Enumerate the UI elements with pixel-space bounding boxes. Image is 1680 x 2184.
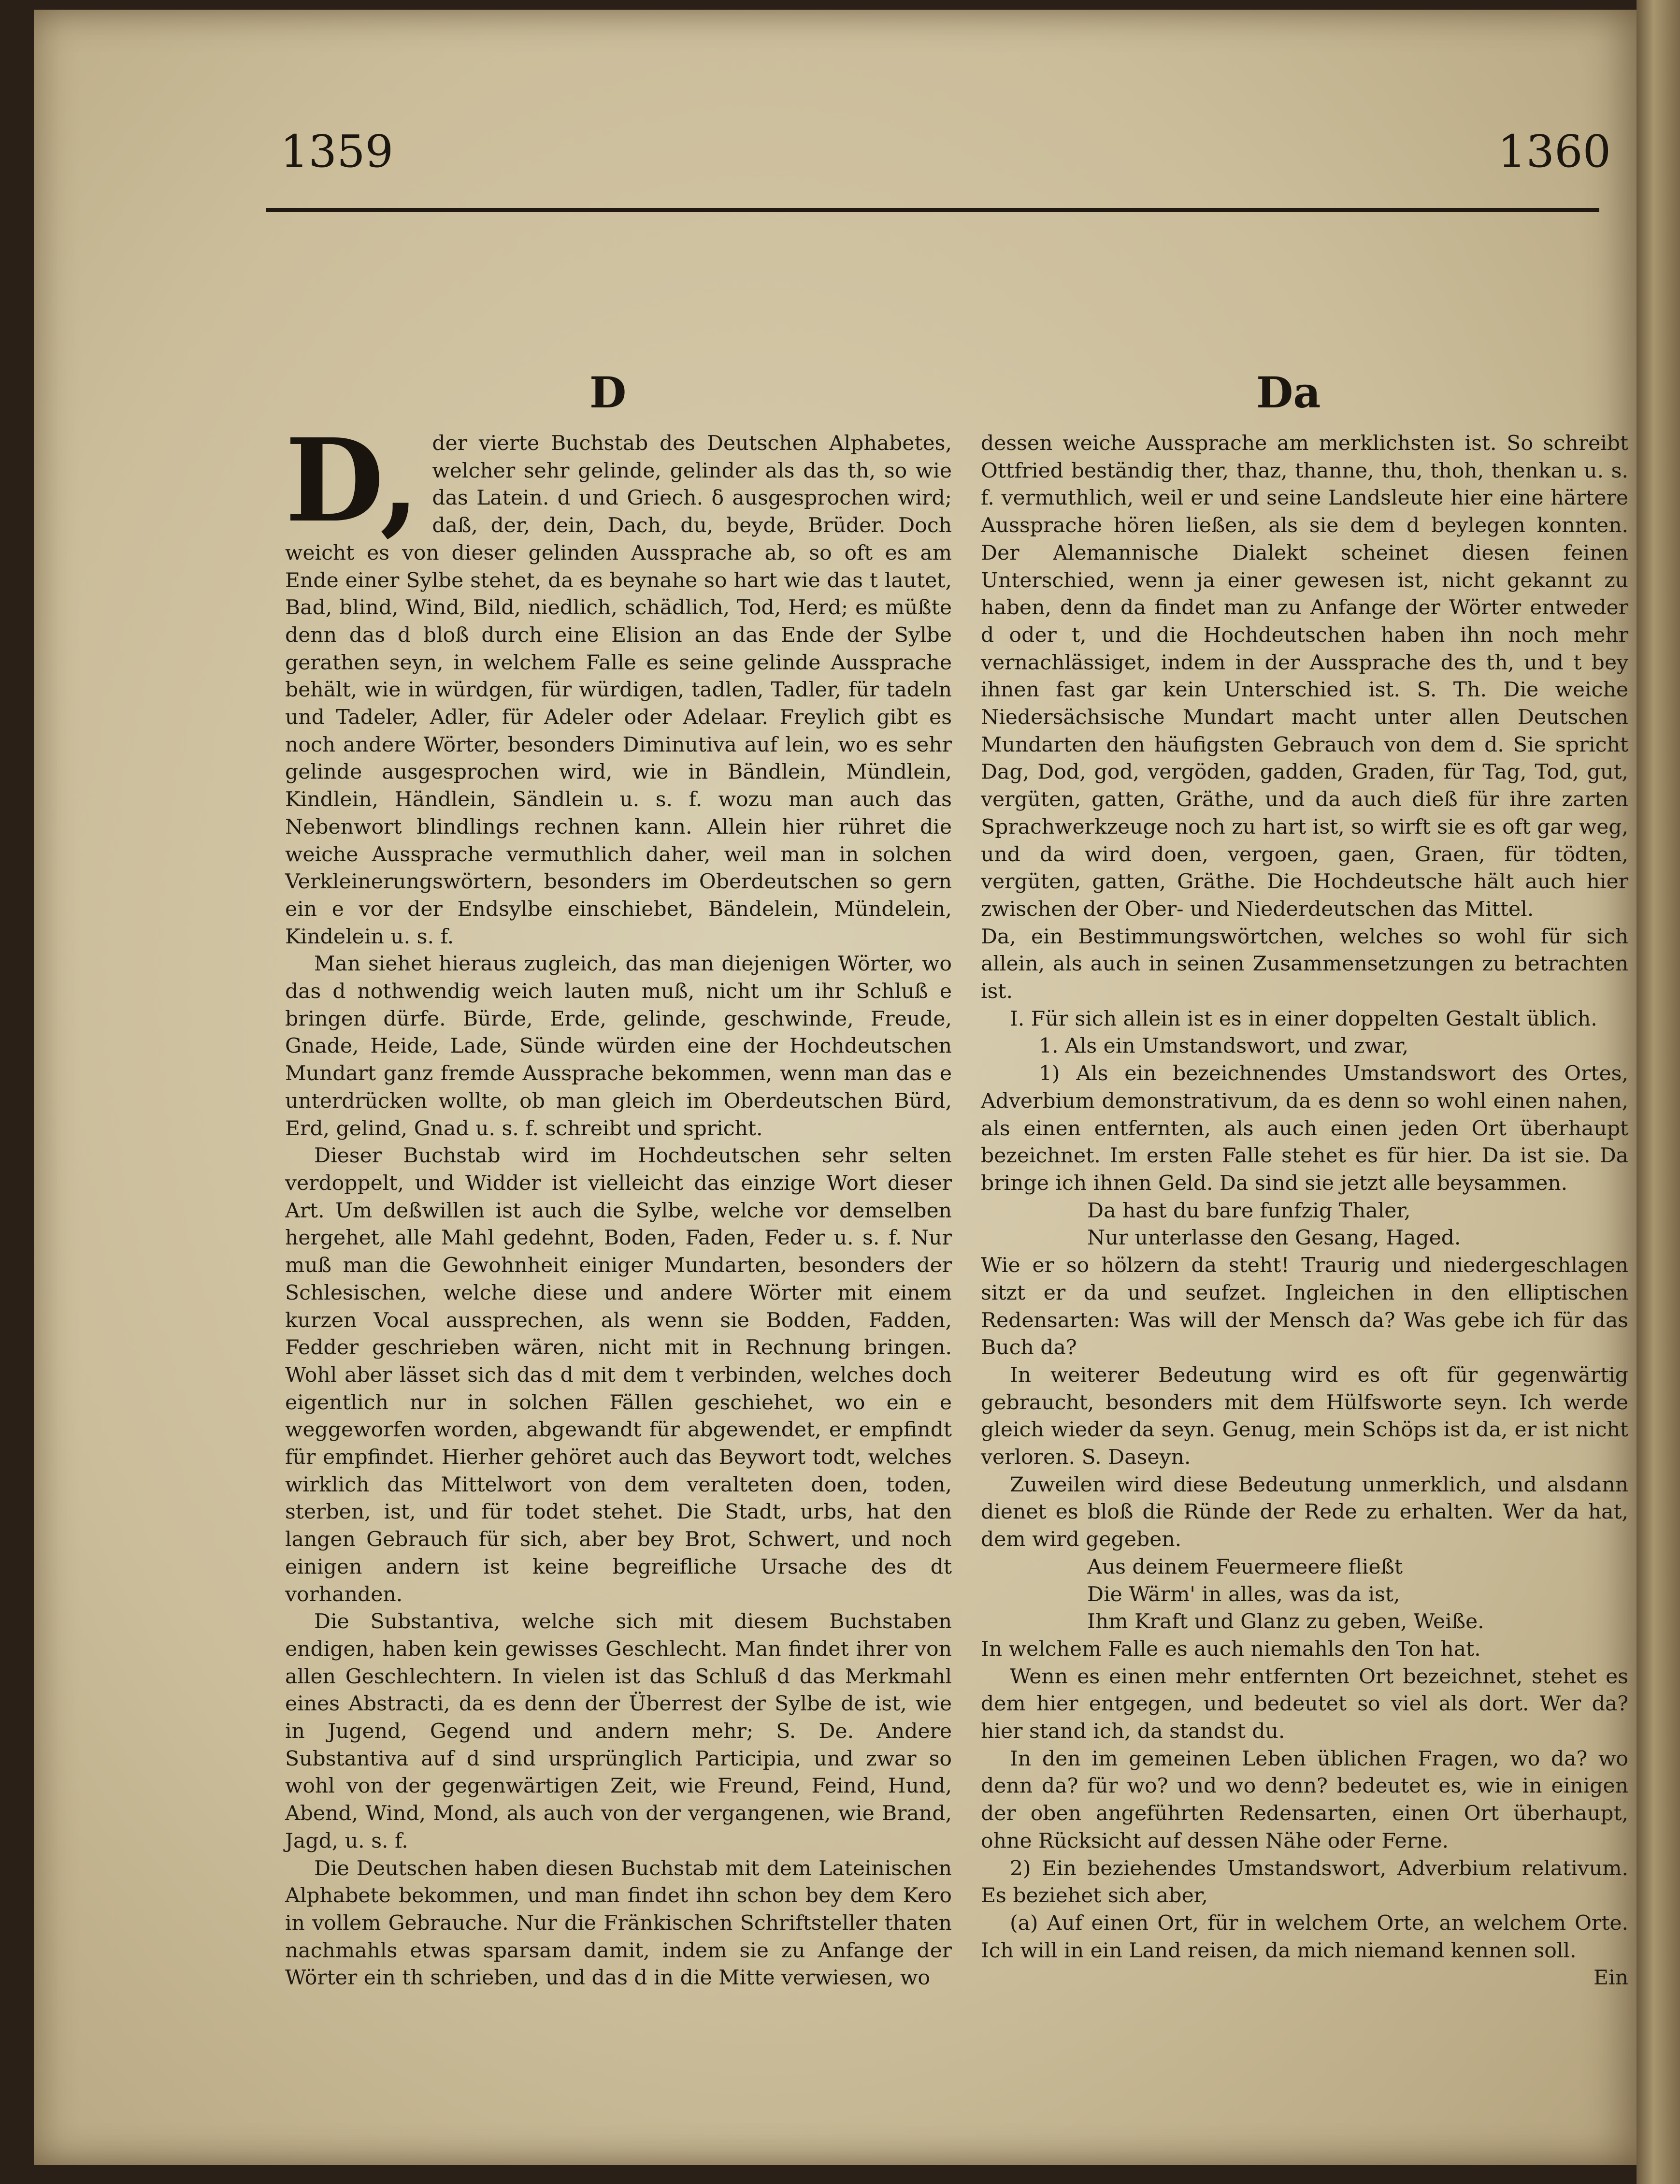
paragraph: Wenn es einen mehr entfernten Ort bezeichnet, stehet es dem hier entgegen, und bedeutet so viel als dort. Wer da? hier stand ich, da standst du. <box>981 1664 1628 1744</box>
verse-line: Die Wärm' in alles, was da ist, <box>1087 1582 1400 1606</box>
paragraph: Wie er so hölzern da steht! Traurig und niedergeschlagen sitzt er da und seufzet. Ingleichen in den elliptischen Redensarten: Was will der Mensch da? Was gebe ich für das Buch da? <box>981 1254 1628 1360</box>
right-column <box>981 430 1628 1992</box>
paragraph: In welchem Falle es auch niemahls den Ton hat. <box>981 1637 1481 1661</box>
paragraph: Die Substantiva, welche sich mit diesem Buchstaben endigen, haben kein gewisses Geschlecht. Man findet ihrer von allen Geschlechtern. In vielen ist das Schluß d das Merkmahl eines Abstracti, da es denn der Überrest der Sylbe de ist, wie in Jugend, Gegend und andern mehr; S. De. Andere Substantiva auf d sind ursprünglich Participia, und zwar so wohl von der gegenwärtigen Zeit, wie Freund, Feind, Hund, Abend, Wind, Mond, als auch von der vergangenen, wie Brand, Jagd, u. s. f. <box>285 1610 952 1853</box>
page-number-left: 1359 <box>280 126 394 177</box>
entry-da-intro: Da, ein Bestimmungswörtchen, welches so wohl für sich allein, als auch in seinen Zusammensetzungen zu betrachten ist. <box>981 925 1628 1004</box>
drop-cap: D, <box>285 413 420 548</box>
verse-line: Da hast du bare funfzig Thaler, <box>1087 1199 1411 1223</box>
section-heading: I. Für sich allein ist es in einer doppelten Gestalt üblich. <box>1010 1007 1597 1031</box>
left-column <box>285 413 952 1992</box>
entry-d-intro: D, der vierte Buchstab des Deutschen Alphabetes, welcher sehr gelinde, gelinder als das th, so wie das Latein. d und Griech. δ ausgesprochen wird; daß, der, dein, Dach, du, beyde, Brüder. Doch weicht es von dieser gelinden Aussprache ab, so oft es am Ende einer Sylbe stehet, da es beynahe so hart wie das t lautet, Bad, blind, Wind, Bild, niedlich, schädlich, Tod, Herd; es müßte denn das d bloß durch eine Elision an das Ende der Sylbe gerathen seyn, in welchem Falle es seine gelinde Aussprache behält, wie in würdgen, für würdigen, tadlen, Tadler, für tadeln und Tadeler, Adler, für Adeler oder Adelaar. Freylich gibt es noch andere Wörter, besonders Diminutiva auf lein, wo es sehr gelinde ausgesprochen wird, wie in Bändlein, Mündlein, Kindlein, Händlein, Sändlein u. s. f. wozu man auch das Nebenwort blindlings rechnen kann. Allein hier rühret die weiche Aussprache vermuthlich daher, weil man in solchen Verkleinerungswörtern, besonders im Oberdeutschen so gern ein e vor der Endsylbe einschiebet, Bändelein, Mündelein, Kindelein u. s. f. <box>285 413 952 949</box>
paragraph: 1) Als ein bezeichnendes Umstandswort des Ortes, Adverbium demonstrativum, da es denn so wohl einen nahen, als einen entfernten, als auch einen jeden Ort überhaupt bezeichnet. Im ersten Falle stehet es für hier. Da ist sie. Da bringe ich ihnen Geld. Da sind sie jetzt alle beysammen. <box>981 1062 1628 1195</box>
header-rule <box>266 208 1599 212</box>
paragraph: In den im gemeinen Leben üblichen Fragen, wo da? wo denn da? für wo? und wo denn? bedeutet es, wie in einigen der oben angeführten Redensarten, einen Ort überhaupt, ohne Rücksicht auf dessen Nähe oder Ferne. <box>981 1747 1628 1853</box>
verse-line: Aus deinem Feuermeere fließt <box>1087 1555 1403 1579</box>
paragraph: Dieser Buchstab wird im Hochdeutschen sehr selten verdoppelt, und Widder ist vielleicht das einzige Wort dieser Art. Um deßwillen ist auch die Sylbe, welche vor demselben hergehet, alle Mahl gedehnt, Boden, Faden, Feder u. s. f. Nur muß man die Gewohnheit einiger Mundarten, besonders der Schlesischen, welche diese und andere Wörter mit einem kurzen Vocal aussprechen, als wenn sie Bodden, Fadden, Fedder geschrieben wären, nicht mit in Rechnung bringen. Wohl aber lässet sich das d mit dem t verbinden, welches doch eigentlich nur in solchen Fällen geschiehet, wo ein e weggeworfen worden, abgewandt für abgewendet, er empfindt für empfindet. Hierher gehöret auch das Beywort todt, welches wirklich das Mittelwort von dem veralteten doen, toden, sterben, ist, und für todet stehet. Die Stadt, urbs, hat den langen Gebrauch für sich, aber bey Brot, Schwert, und noch einigen andern ist keine begreifliche Ursache des dt vorhanden. <box>285 1144 952 1606</box>
catchword: Ein <box>1594 1966 1628 1990</box>
verse-line: Ihm Kraft und Glanz zu geben, Weiße. <box>1087 1610 1484 1634</box>
paragraph: Man siehet hieraus zugleich, das man diejenigen Wörter, wo das d nothwendig weich lauten muß, nicht um ihr Schluß e bringen dürfe. Bürde, Erde, gelinde, geschwinde, Freude, Gnade, Heide, Lade, Sünde würden eine der Hochdeutschen Mundart ganz fremde Aussprache bekommen, wenn man das e unterdrücken wollte, ob man gleich im Oberdeutschen Bürd, Erd, gelind, Gnad u. s. f. schreibt und spricht. <box>285 952 952 1141</box>
verse-line: Nur unterlasse den Gesang, Haged. <box>1087 1226 1461 1250</box>
paragraph: Die Deutschen haben diesen Buchstab mit dem Lateinischen Alphabete bekommen, und man findet ihn schon bey dem Kero in vollem Gebrauche. Nur die Fränkischen Schriftsteller thaten nachmahls etwas sparsam damit, indem sie zu Anfange der Wörter ein th schrieben, und das d in die Mitte verwiesen, wo <box>285 1856 952 1990</box>
column-heading-right: Da <box>1256 367 1321 418</box>
paragraph: dessen weiche Aussprache am merklichsten ist. So schreibt Ottfried beständig ther, thaz, thanne, thu, thoh, thenkan u. s. f. vermuthlich, weil er und seine Landsleute hier eine härtere Aussprache hören ließen, als sie dem d beylegen konnten. Der Alemannische Dialekt scheinet diesen feinen Unterschied, wenn ja einer gewesen ist, nicht gekannt zu haben, denn da findet man zu Anfange der Wörter entweder d oder t, und die Hochdeutschen haben ihn noch mehr vernachlässiget, indem in der Aussprache des th, und t bey ihnen fast gar kein Unterschied ist. S. Th. Die weiche Niedersächsische Mundart macht unter allen Deutschen Mundarten den häufigsten Gebrauch von dem d. Sie spricht Dag, Dod, god, vergöden, gadden, Graden, für Tag, Tod, gut, vergüten, gatten, Gräthe, und da auch dieß für ihre zarten Sprachwerkzeuge noch zu hart ist, so wirft sie es oft gar weg, und da wird doen, vergoen, gaen, Graen, für tödten, vergüten, gatten, Gräthe. Die Hochdeutsche hält auch hier zwischen der Ober- und Niederdeutschen das Mittel. <box>981 432 1628 921</box>
paragraph: 2) Ein beziehendes Umstandswort, Adverbium relativum. Es beziehet sich aber, <box>981 1856 1628 1908</box>
paragraph: (a) Auf einen Ort, für in welchem Orte, an welchem Orte. Ich will in ein Land reisen, da mich niemand kennen soll. <box>981 1911 1628 1963</box>
subsection-heading: 1. Als ein Umstandswort, und zwar, <box>1039 1034 1409 1058</box>
paragraph: Zuweilen wird diese Bedeutung unmerklich, und alsdann dienet es bloß die Ründe der Rede zu erhalten. Wer da hat, dem wird gegeben. <box>981 1473 1628 1552</box>
paragraph: In weiterer Bedeutung wird es oft für gegenwärtig gebraucht, besonders mit dem Hülfsworte seyn. Ich werde gleich wieder da seyn. Genug, mein Schöps ist da, er ist nicht verloren. S. Daseyn. <box>981 1363 1628 1470</box>
column-heading-left: D <box>589 367 627 418</box>
book-page <box>34 10 1643 2165</box>
page-number-right: 1360 <box>1498 126 1611 177</box>
next-page-edge <box>1637 0 1680 2184</box>
